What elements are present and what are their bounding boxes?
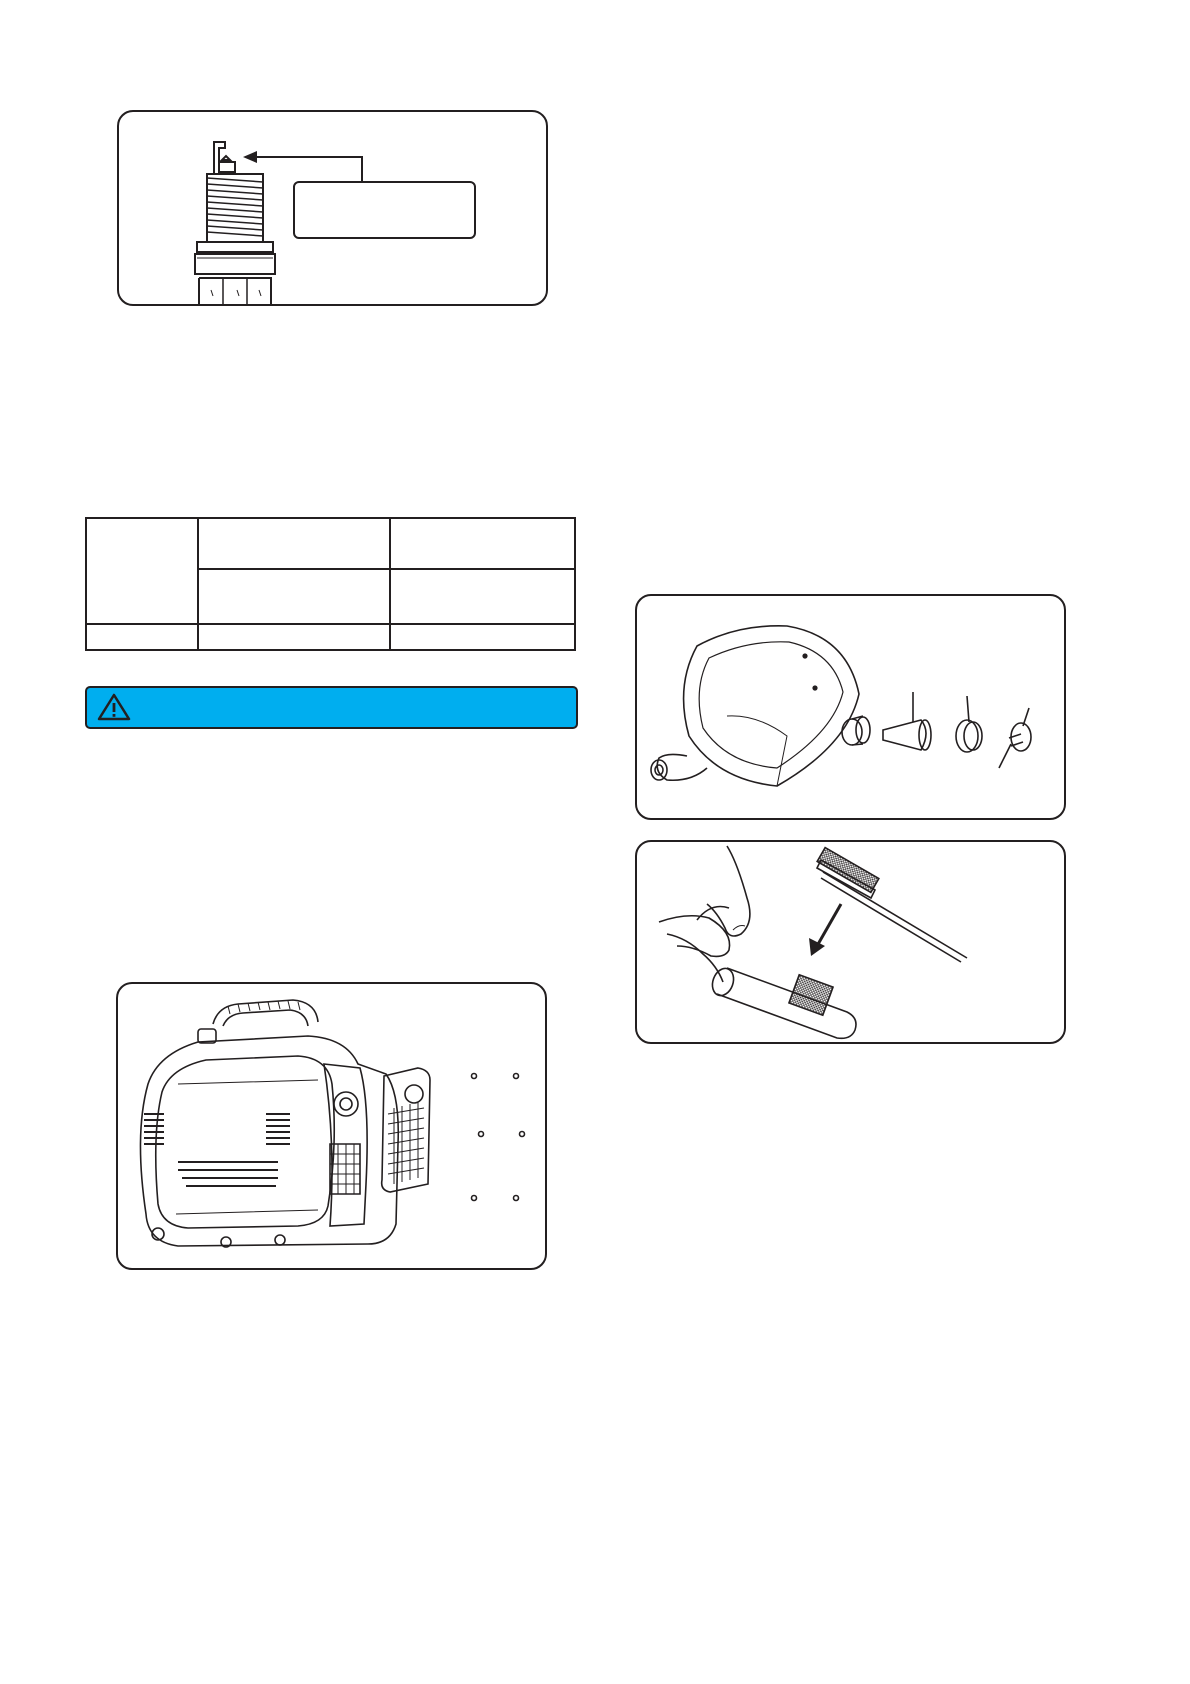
table-cell — [86, 624, 198, 650]
table-cell — [390, 518, 575, 569]
table-cell — [390, 569, 575, 624]
warning-banner — [85, 686, 578, 729]
spec-table — [85, 517, 576, 651]
table-row — [86, 518, 575, 569]
table-cell — [86, 518, 198, 624]
warning-triangle-icon — [97, 693, 131, 721]
figure-generator-panel — [116, 982, 547, 1270]
figure-muffler-parts — [635, 594, 1066, 820]
table-cell — [198, 624, 390, 650]
generator-drawing — [118, 984, 545, 1268]
muffler-drawing — [637, 596, 1064, 818]
figure-spark-plug — [117, 110, 548, 306]
table-row — [86, 624, 575, 650]
table-cell — [390, 624, 575, 650]
table-cell — [198, 518, 390, 569]
table-cell — [198, 569, 390, 624]
figure-screen-cleaning — [635, 840, 1066, 1044]
cleaning-drawing — [637, 842, 1064, 1042]
spark-plug-drawing — [119, 112, 546, 304]
